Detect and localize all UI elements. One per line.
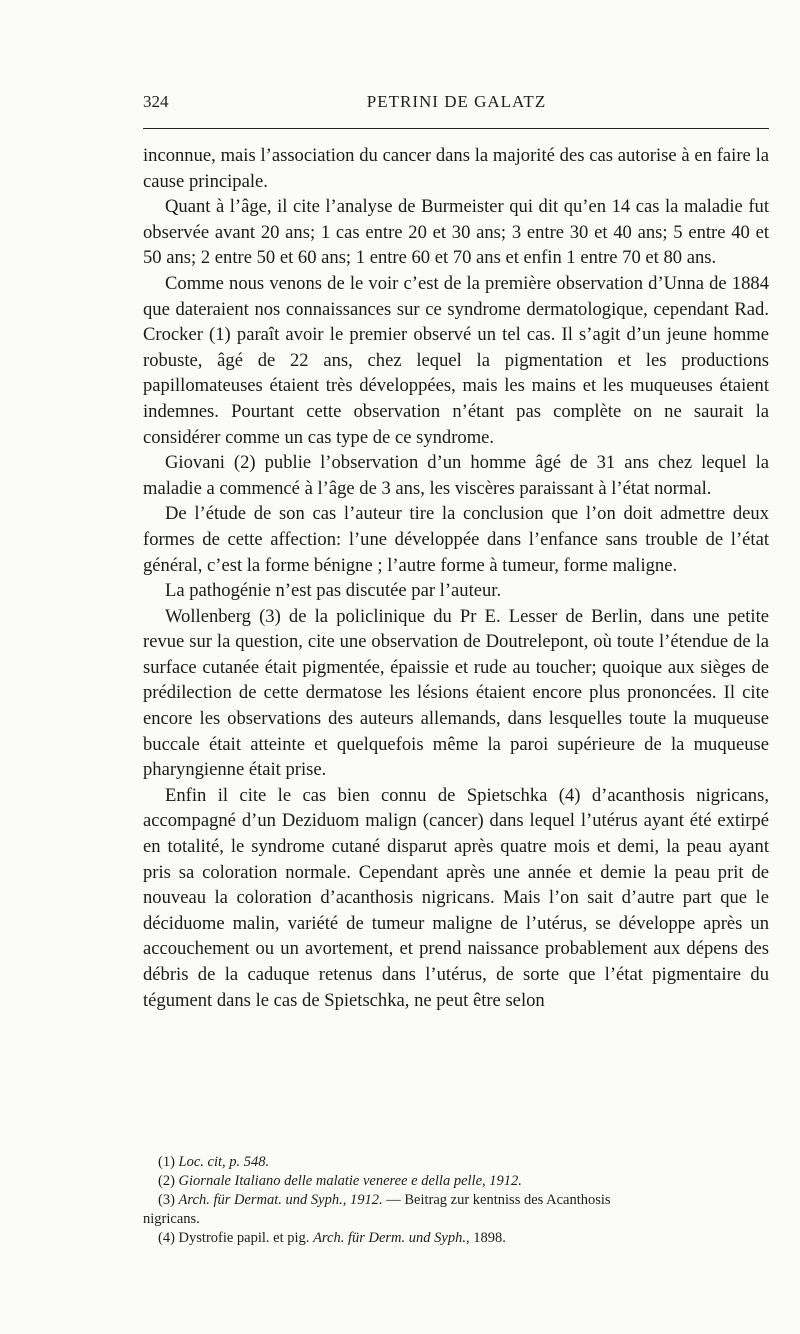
paragraph: Enfin il cite le cas bien connu de Spietschka (4) d’acanthosis nigricans, accompagné d’un Deziduom malign (cancer) dans lequel l’utérus ayant été extirpé en totalité, le syndrome cutané disparut après quatre mois et demi, la peau ayant pris sa coloration normale. Cependant après une année et demie la peau prit de nouveau la coloration d’acanthosis nigricans. Mais l’on sait d’autre part que le déciduome malin, variété de tumeur maligne de l’utérus, se développe après un accouchement ou un avortement, et prend naissance probablement aux dépens des débris de la caduque retenus dans l’utérus, de sorte que l’état pigmentaire du tégument dans le cas de Spietschka, ne peut être selon [143, 784, 769, 1011]
footnote-number: (4) [158, 1230, 175, 1246]
paragraph: Comme nous venons de le voir c’est de la première observation d’Unna de 1884 que dateraient nos connaissances sur ce syndrome dermatologique, cependant Rad. Crocker (1) paraît avoir le premier observé un tel cas. Il s’agit d’un jeune homme robuste, âgé de 22 ans, chez lequel la pigmentation et les productions papillomateuses étaient très développées, mais les mains et les muqueuses étaient indemnes. Pourtant cette observation n’étant pas complète on ne saurait la considérer comme un cas type de ce syndrome. [143, 272, 769, 448]
footnote-3 [143, 1191, 769, 1229]
paragraph: Giovani (2) publie l’observation d’un homme âgé de 31 ans chez lequel la maladie a commencé à l’âge de 3 ans, les viscères paraissant à l’état normal. [143, 452, 769, 499]
footnote-year: 1898. [469, 1230, 506, 1246]
page-number: 324 [143, 92, 169, 111]
footnote-continuation: nigricans. [143, 1211, 200, 1227]
footnote-1 [158, 1153, 769, 1172]
footnote-4 [158, 1229, 769, 1248]
header-rule [143, 128, 769, 129]
footnote-text: Giornale Italiano delle malatie veneree e della pelle, 1912. [178, 1173, 522, 1189]
page-header [143, 92, 770, 118]
footnote-text: — Beitrag zur kentniss des Acanthosis [382, 1192, 611, 1208]
paragraph: La pathogénie n’est pas discutée par l’auteur. [165, 580, 502, 602]
footnote-number: (1) [158, 1154, 175, 1170]
footnote-number: (2) [158, 1173, 175, 1189]
paragraph: Wollenberg (3) de la policlinique du Pr E. Lesser de Berlin, dans une petite revue sur la question, cite une observation de Doutrelepont, où toute l’étendue de la surface cutanée était pigmentée, épaissie et rude au toucher; quoique aux sièges de prédilection de cette dermatose les lésions étaient encore plus prononcées. Il cite encore les observations des auteurs allemands, dans lesquelles toute la muqueuse buccale était atteinte et quelquefois même la paroi supérieure de la muqueuse pharyngienne était prise. [143, 605, 769, 781]
paragraph: De l’étude de son cas l’auteur tire la conclusion que l’on doit admettre deux formes de cette affection: l’une développée dans l’enfance sans trouble de l’état général, c’est la forme bénigne ; l’autre forme à tumeur, forme maligne. [143, 503, 769, 576]
footnote-number: (3) [158, 1192, 175, 1208]
footnote-text: Dystrofie papil. et pig. [178, 1230, 314, 1246]
body-text [143, 143, 769, 1013]
footnotes [143, 1153, 769, 1248]
footnote-text: Loc. cit, p. 548. [178, 1154, 270, 1170]
running-title: PETRINI DE GALATZ [366, 92, 547, 111]
paragraph: inconnue, mais l’association du cancer dans la majorité des cas autorise à en faire la cause principale. [143, 145, 769, 192]
footnote-2 [158, 1172, 769, 1191]
footnote-source: Arch. für Dermat. und Syph., 1912. [178, 1192, 383, 1208]
footnote-source: Arch. für Derm. und Syph., [313, 1230, 470, 1246]
paragraph: Quant à l’âge, il cite l’analyse de Burmeister qui dit qu’en 14 cas la maladie fut observée avant 20 ans; 1 cas entre 20 et 30 ans; 3 entre 30 et 40 ans; 5 entre 40 et 50 ans; 2 entre 50 et 60 ans; 1 entre 60 et 70 ans et enfin 1 entre 70 et 80 ans. [143, 196, 769, 269]
